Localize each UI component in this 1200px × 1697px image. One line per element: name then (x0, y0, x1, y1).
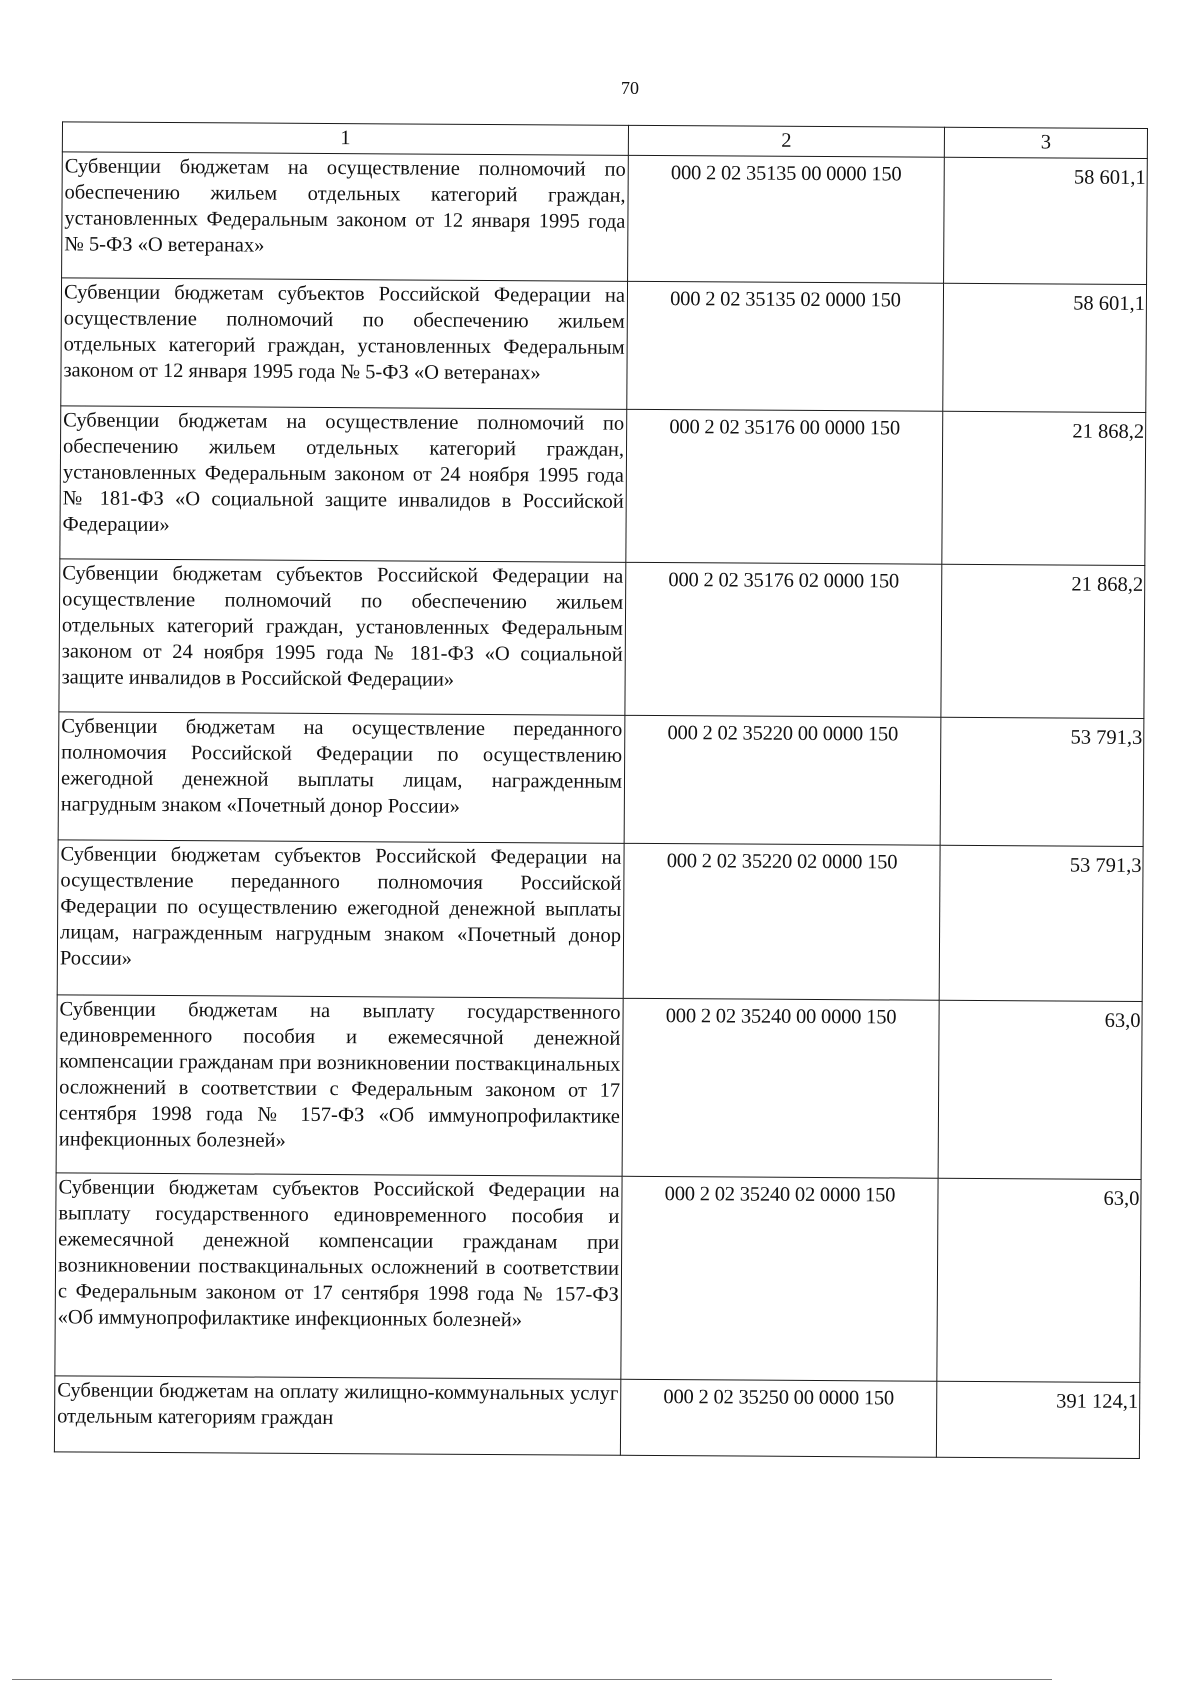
row-amount: 53 791,3 (940, 717, 1144, 846)
row-amount: 391 124,1 (936, 1381, 1139, 1458)
row-description: Субвенции бюджетам субъектов Российской Федерации на осуществление полномочий по обеспечению жильем отдельных категорий граждан, установленных Федеральным законом от 12 января 1995 года № 5-ФЗ «О ветеранах» (61, 278, 628, 409)
row-amount: 63,0 (938, 1000, 1142, 1179)
row-code: 000 2 02 35176 00 0000 150 (626, 409, 943, 564)
table-row (60, 406, 1146, 566)
table-row (58, 712, 1144, 847)
table-row (61, 278, 1147, 413)
row-amount: 21 868,2 (941, 564, 1145, 718)
row-code: 000 2 02 35220 02 0000 150 (623, 843, 940, 1000)
row-description: Субвенции бюджетам субъектов Российской Федерации на осуществление переданного полномочия Российской Федерации по осуществлению ежегодной денежной выплаты лицам, награжденным нагрудным знаком «Почетный донор России» (57, 840, 624, 998)
row-amount: 58 601,1 (944, 157, 1148, 284)
column-header-1: 1 (62, 122, 628, 155)
row-code: 000 2 02 35135 00 0000 150 (628, 155, 945, 283)
revenue-table (54, 121, 1148, 1459)
row-code: 000 2 02 35240 02 0000 150 (621, 1176, 938, 1381)
row-description: Субвенции бюджетам субъектов Российской Федерации на осуществление полномочий по обеспечению жильем отдельных категорий граждан, установленных Федеральным законом от 24 ноября 1995 года № 181-ФЗ «О социальной защите инвалидов в Российской Федерации» (59, 559, 626, 715)
scan-bottom-line (12, 1679, 1052, 1680)
row-description: Субвенции бюджетам на оплату жилищно-коммунальных услуг отдельным категориям граждан (54, 1376, 620, 1455)
row-code: 000 2 02 35250 00 0000 150 (620, 1379, 936, 1457)
row-description: Субвенции бюджетам на осуществление полномочий по обеспечению жильем отдельных категорий граждан, установленных Федеральным законом от 24 ноября 1995 года № 181-ФЗ «О социальной защите инвалидов в Российской Федерации» (60, 406, 627, 562)
row-description: Субвенции бюджетам на выплату государственного единовременного пособия и ежемесячной денежной компенсации гражданам при возникновении поствакцинальных осложнений в соответствии с Федеральным законом от 17 сентября 1998 года № 157-ФЗ «Об иммунопрофилактике инфекционных болезней» (56, 995, 623, 1176)
row-code: 000 2 02 35176 02 0000 150 (625, 562, 942, 717)
row-code: 000 2 02 35135 02 0000 150 (627, 281, 944, 411)
table-row (59, 559, 1145, 719)
row-description: Субвенции бюджетам на осуществление переданного полномочия Российской Федерации по осуществлению ежегодной денежной выплаты лицам, награжденным нагрудным знаком «Почетный донор России» (58, 712, 625, 843)
table-row (54, 1376, 1139, 1459)
table-row (56, 995, 1142, 1180)
table-row (62, 152, 1148, 285)
row-code: 000 2 02 35220 00 0000 150 (624, 715, 941, 845)
column-header-2: 2 (628, 125, 944, 157)
row-amount: 53 791,3 (939, 845, 1143, 1001)
row-description: Субвенции бюджетам субъектов Российской Федерации на выплату государственного единовременного пособия и ежемесячной денежной компенсации гражданам при возникновении поствакцинальных осложнений в соответствии с Федеральным законом от 17 сентября 1998 года № 157-ФЗ «Об иммунопрофилактике инфекционных болезней» (55, 1173, 622, 1379)
column-header-3: 3 (944, 127, 1147, 158)
table-row (57, 840, 1143, 1002)
table-row (55, 1173, 1141, 1383)
page-number: 70 (621, 78, 639, 98)
row-amount: 63,0 (937, 1178, 1141, 1382)
row-description: Субвенции бюджетам на осуществление полномочий по обеспечению жильем отдельных категорий граждан, установленных Федеральным законом от 12 января 1995 года № 5-ФЗ «О ветеранах» (62, 152, 629, 281)
row-code: 000 2 02 35240 00 0000 150 (622, 998, 939, 1178)
row-amount: 21 868,2 (942, 411, 1146, 565)
row-amount: 58 601,1 (943, 283, 1147, 412)
